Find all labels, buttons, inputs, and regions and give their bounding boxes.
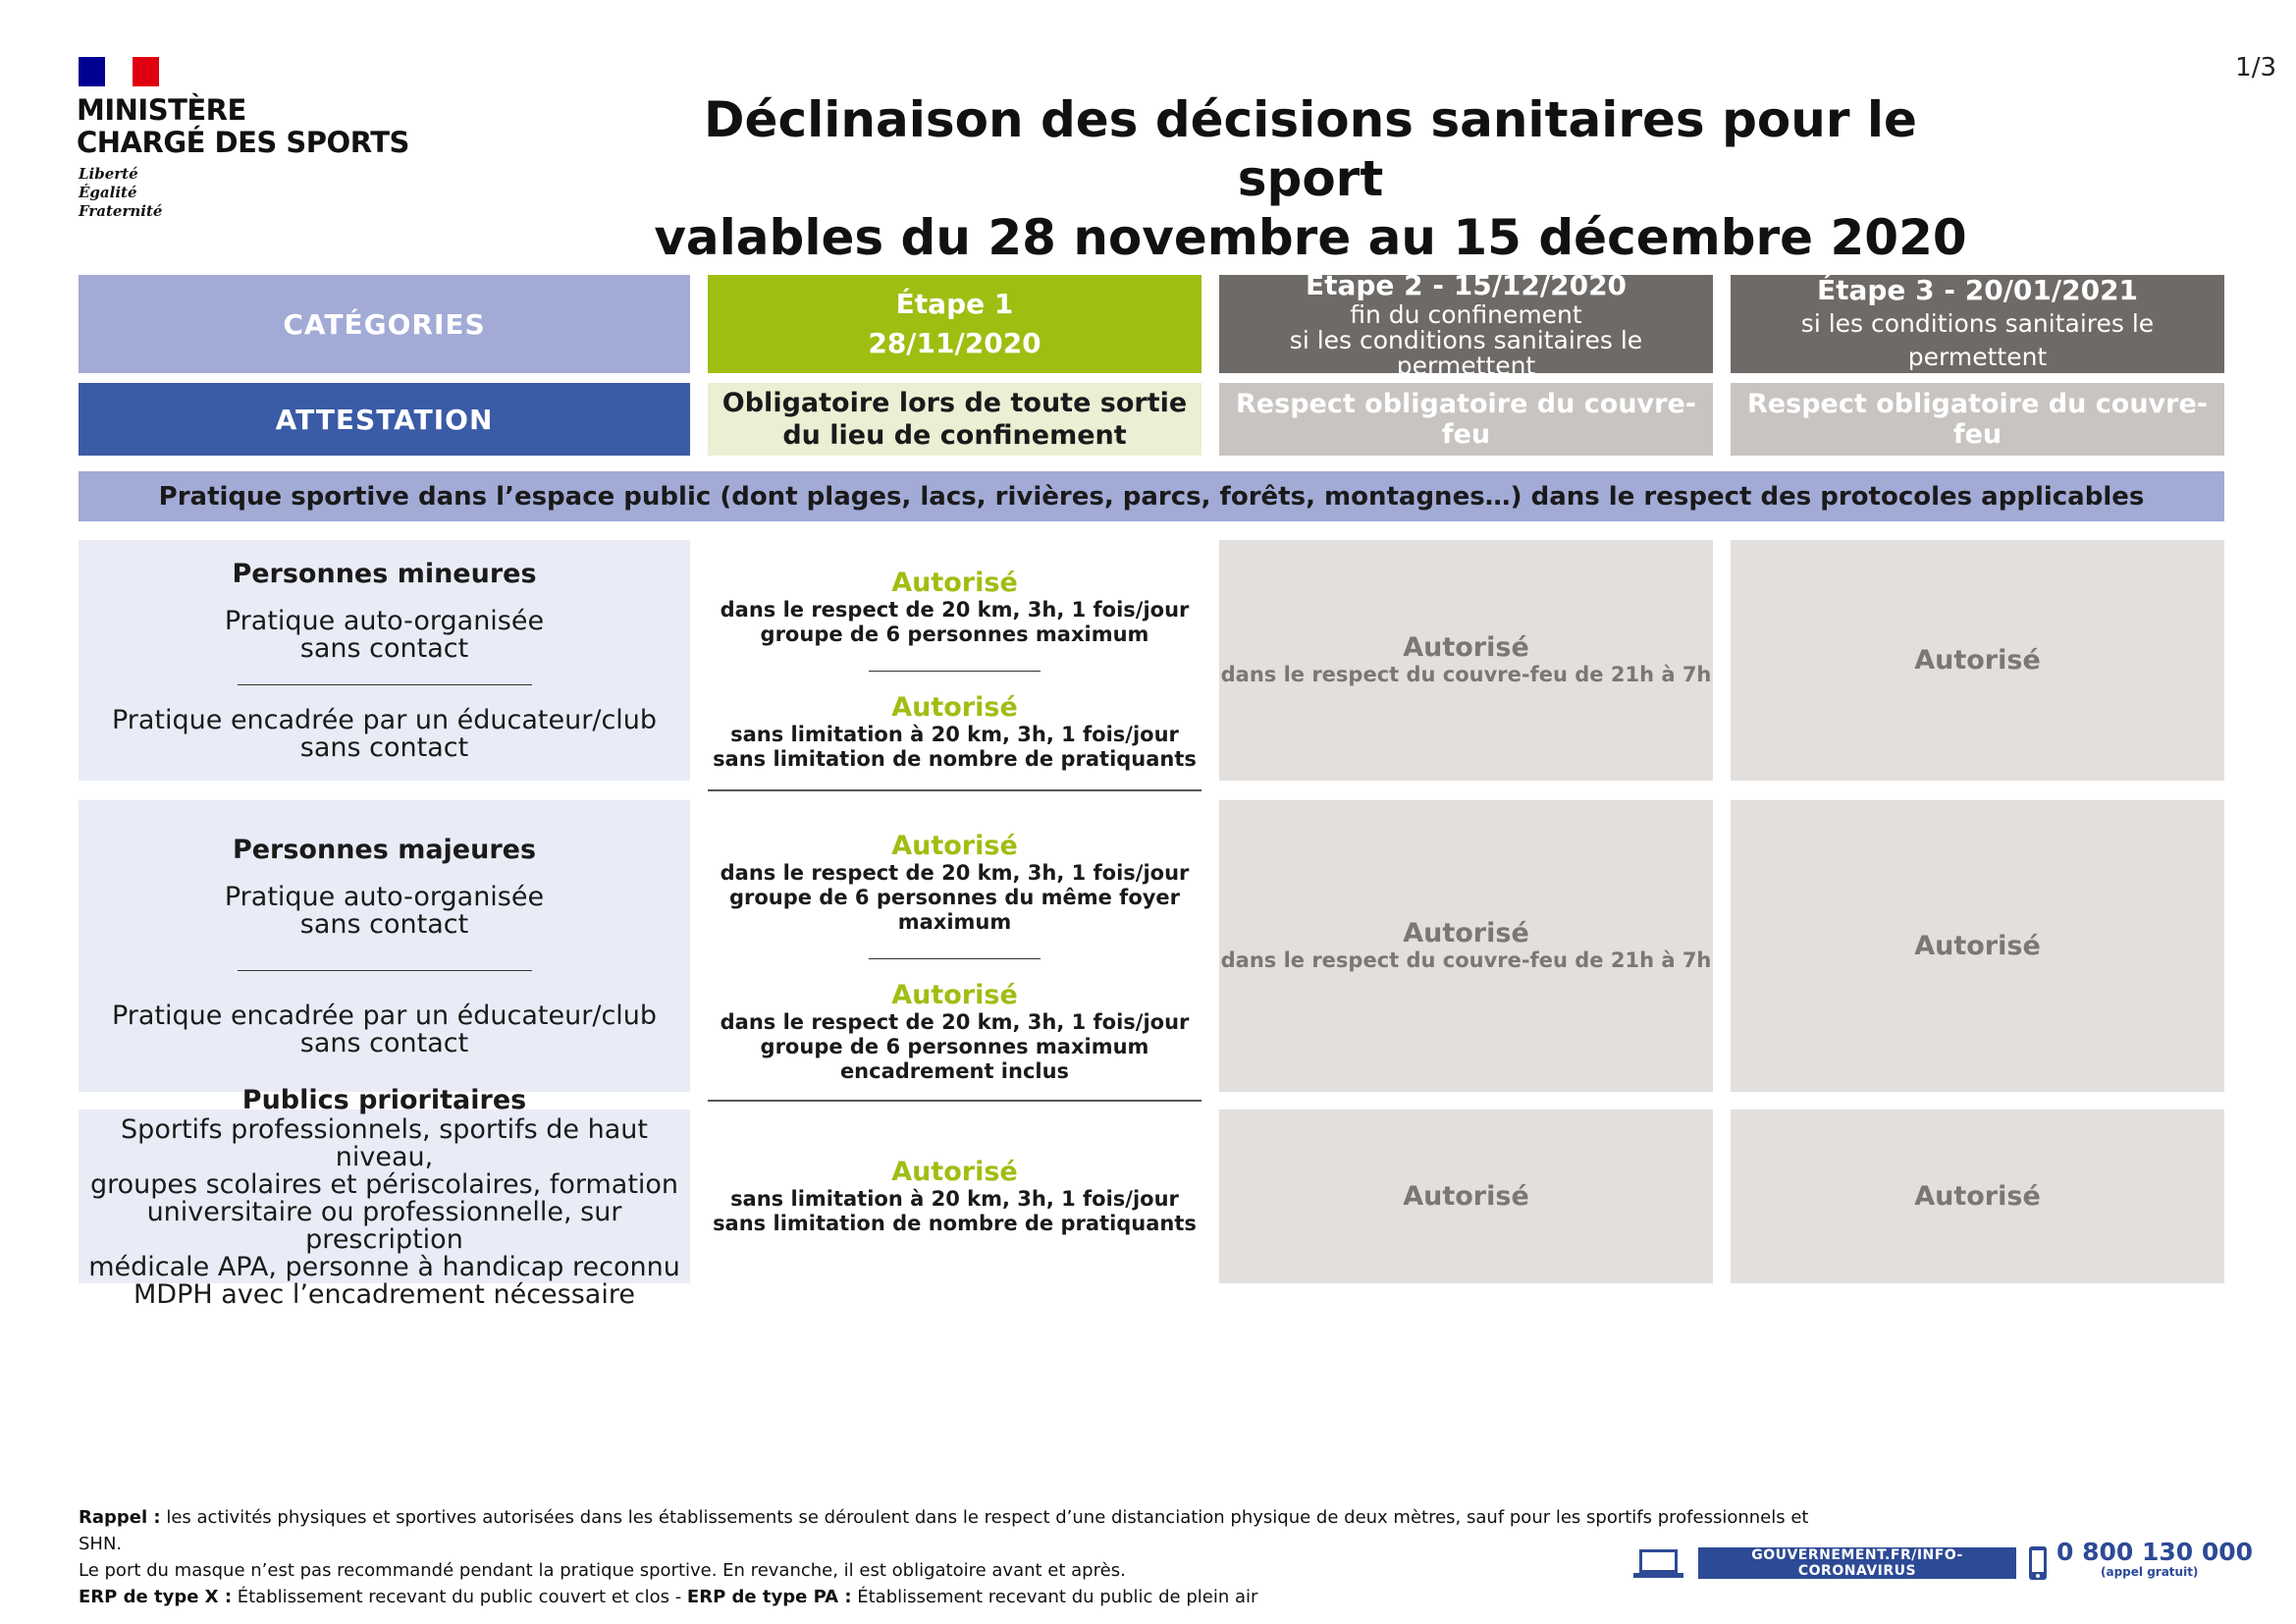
category-line: Pratique auto-organisée xyxy=(224,606,545,636)
category-line: universitaire ou professionnelle, sur prescription xyxy=(146,1196,622,1255)
category-heading: Publics prioritaires xyxy=(241,1084,527,1115)
hotline-number: 0 800 130 000 xyxy=(2056,1538,2254,1566)
gov-info-link[interactable]: GOUVERNEMENT.FR/INFO-CORONAVIRUS xyxy=(1698,1547,2016,1579)
status-authorized: Autorisé xyxy=(1403,918,1529,948)
etape-2-line-1: fin du confinement xyxy=(1350,300,1582,329)
status-authorized: Autorisé xyxy=(1403,1180,1529,1212)
etape-1-mineurs xyxy=(708,550,1201,791)
attestation-label: ATTESTATION xyxy=(79,383,690,456)
etape-2-line-2: si les conditions sanitaires le permettent xyxy=(1289,326,1643,380)
divider xyxy=(869,958,1041,959)
category-line: médicale APA, personne à handicap reconnu xyxy=(88,1251,680,1282)
attestation-etape-1-line-2: du lieu de confinement xyxy=(782,420,1127,451)
status-authorized: Autorisé xyxy=(891,567,1018,598)
category-line: sans contact xyxy=(299,1028,469,1058)
condition-line: dans le respect de 20 km, 3h, 1 fois/jour xyxy=(720,860,1190,885)
erp-x-label: ERP de type X : xyxy=(79,1587,233,1607)
category-line: Pratique auto-organisée xyxy=(224,882,545,912)
condition-line: maximum xyxy=(897,909,1012,934)
category-line: sans contact xyxy=(299,732,469,763)
condition-line: sans limitation de nombre de pratiquants xyxy=(713,1211,1197,1235)
divider xyxy=(869,671,1041,672)
republic-motto xyxy=(79,165,162,221)
ministry-line-1: MINISTÈRE xyxy=(77,93,246,127)
condition-line: dans le respect de 20 km, 3h, 1 fois/jour xyxy=(720,1009,1190,1034)
etape-1-majeurs xyxy=(708,815,1201,1102)
category-line: Pratique encadrée par un éducateur/club xyxy=(111,705,658,735)
footer-erp xyxy=(79,1584,1845,1610)
title-line-2: valables du 28 novembre au 15 décembre 2020 xyxy=(654,209,1967,266)
condition-line: dans le respect du couvre-feu de 21h à 7h xyxy=(1220,663,1712,686)
footer-notes xyxy=(79,1504,1845,1610)
condition-line: encadrement inclus xyxy=(839,1058,1070,1083)
rappel-label: Rappel : xyxy=(79,1507,161,1528)
footer-masque: Le port du masque n’est pas recommandé pendant la pratique sportive. En revanche, il est obligatoire avant et après. xyxy=(79,1560,1126,1581)
etape-3-line-1: si les conditions sanitaires le permettent xyxy=(1800,309,2155,371)
category-line: Sportifs professionnels, sportifs de haut niveau, xyxy=(121,1113,648,1172)
status-authorized: Autorisé xyxy=(891,979,1018,1010)
etape-3-majeurs xyxy=(1731,800,2224,1092)
condition-line: dans le respect du couvre-feu de 21h à 7h xyxy=(1220,948,1712,972)
status-authorized: Autorisé xyxy=(1914,930,2041,961)
category-line: sans contact xyxy=(299,633,469,664)
etape-3-prioritaires xyxy=(1731,1110,2224,1283)
condition-line: sans limitation à 20 km, 3h, 1 fois/jour xyxy=(730,1186,1179,1211)
category-majeurs xyxy=(79,800,690,1092)
header-etape-2 xyxy=(1219,269,1713,380)
hotline-note: (appel gratuit) xyxy=(2101,1565,2199,1579)
status-authorized: Autorisé xyxy=(1403,632,1529,663)
category-heading: Personnes mineures xyxy=(232,559,537,589)
header-etape-1 xyxy=(708,275,1201,373)
etape-2-title: Étape 2 - 15/12/2020 xyxy=(1305,269,1628,301)
page-title xyxy=(648,90,1973,267)
category-line: sans contact xyxy=(299,909,469,940)
etape-1-title: Étape 1 xyxy=(895,288,1014,320)
motto-liberte: Liberté xyxy=(79,165,138,183)
header-categories: CATÉGORIES xyxy=(79,275,690,373)
erp-pa-text: Établissement recevant du public de plein air xyxy=(851,1587,1258,1607)
etape-1-date: 28/11/2020 xyxy=(868,327,1041,359)
category-line: MDPH avec l’encadrement nécessaire xyxy=(133,1278,635,1310)
marianne-flag-logo xyxy=(79,57,159,86)
divider xyxy=(238,684,532,685)
etape-2-mineurs xyxy=(1219,540,1713,781)
etape-3-title: Étape 3 - 20/01/2021 xyxy=(1816,274,2139,306)
attestation-etape-2: Respect obligatoire du couvre-feu xyxy=(1219,383,1713,456)
erp-x-text: Établissement recevant du public couvert et clos - xyxy=(232,1587,687,1607)
erp-pa-label: ERP de type PA : xyxy=(686,1587,852,1607)
motto-fraternite: Fraternité xyxy=(79,202,163,220)
motto-egalite: Égalité xyxy=(79,184,137,201)
condition-line: groupe de 6 personnes du même foyer xyxy=(728,885,1181,909)
status-authorized: Autorisé xyxy=(1914,644,2041,676)
etape-2-majeurs xyxy=(1219,800,1713,1092)
status-authorized: Autorisé xyxy=(891,691,1018,723)
category-heading: Personnes majeures xyxy=(232,835,537,865)
condition-line: sans limitation de nombre de pratiquants xyxy=(713,746,1197,771)
condition-line: sans limitation à 20 km, 3h, 1 fois/jour xyxy=(730,722,1179,746)
attestation-etape-3: Respect obligatoire du couvre-feu xyxy=(1731,383,2224,456)
header-etape-3 xyxy=(1731,275,2224,373)
condition-line: groupe de 6 personnes maximum xyxy=(760,1034,1149,1058)
page-number: 1/3 xyxy=(2235,53,2276,82)
category-prioritaires xyxy=(79,1084,690,1310)
ministry-line-2: CHARGÉ DES SPORTS xyxy=(77,126,409,159)
attestation-etape-1-line-1: Obligatoire lors de toute sortie xyxy=(721,388,1188,418)
public-space-banner: Pratique sportive dans l’espace public (dont plages, lacs, rivières, parcs, forêts, montagnes…) dans le respect des protocoles applicables xyxy=(79,471,2224,521)
category-line: groupes scolaires et périscolaires, formation xyxy=(89,1168,679,1200)
etape-3-mineurs xyxy=(1731,540,2224,781)
title-line-1: Déclinaison des décisions sanitaires pour le sport xyxy=(704,91,1917,207)
divider xyxy=(238,970,532,971)
condition-line: groupe de 6 personnes maximum xyxy=(760,622,1149,646)
ministry-name xyxy=(77,94,409,159)
phone-icon xyxy=(2027,1545,2049,1581)
category-mineurs xyxy=(79,540,690,781)
condition-line: dans le respect de 20 km, 3h, 1 fois/jour xyxy=(720,597,1190,622)
status-authorized: Autorisé xyxy=(891,1156,1018,1187)
attestation-etape-1 xyxy=(708,383,1201,456)
footer-rappel xyxy=(79,1504,1845,1557)
status-authorized: Autorisé xyxy=(1914,1180,2041,1212)
laptop-icon xyxy=(1631,1547,1685,1579)
status-authorized: Autorisé xyxy=(891,830,1018,861)
etape-1-prioritaires xyxy=(708,1110,1201,1283)
etape-2-prioritaires xyxy=(1219,1110,1713,1283)
rappel-text: les activités physiques et sportives autorisées dans les établissements se déroulent dans le respect d’une distanciation physique de deux mètres, sauf pour les sportifs professionnels et SHN. xyxy=(79,1507,1809,1554)
category-line: Pratique encadrée par un éducateur/club xyxy=(111,1001,658,1031)
